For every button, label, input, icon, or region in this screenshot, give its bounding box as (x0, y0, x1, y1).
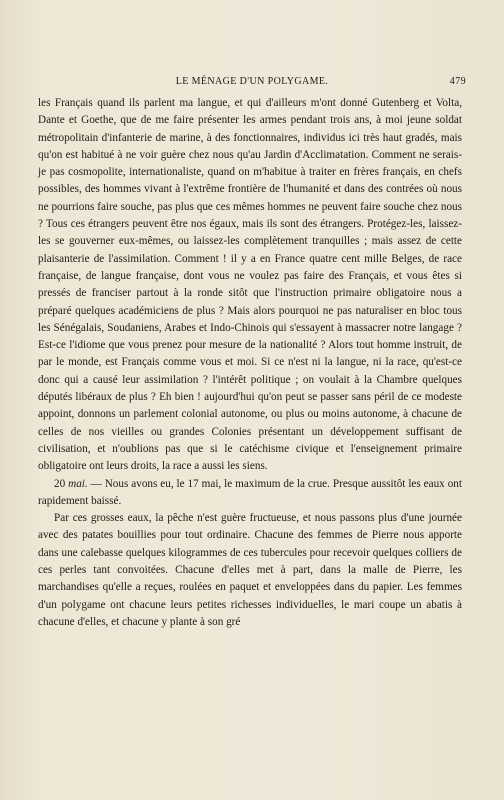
body-text (38, 95, 462, 631)
paragraph-assimilation: les Français quand ils parlent ma langue, et qui d'ailleurs m'ont donné Gutenberg et Volta, Dante et Goethe, que de me faire présenter les armes pendant trois ans, à moi jeune soldat métropolitain d'infanterie de marine, à des fonctionnaires, individus ici très haut gradés, mais qu'on est habitué à ne voir guère chez nous qu'au Jardin d'Acclimatation. Comment ne serais-je pas cosmopolite, internationaliste, quand on m'habitue à traiter en frères français, en chefs possibles, des hommes vivant à l'extrême frontière de l'humanité et dans des contrées où nous ne pourrions faire souche, pas plus que ces mêmes hommes ne peuvent faire souche chez nous ? Tous ces étrangers peuvent être nos égaux, mais ils sont des étrangers. Protégez-les, laissez-les se gouverner eux-mêmes, ou laissez-les complètement tranquilles ; mais assez de cette plaisanterie de l'assimilation. Comment ! il y a en France quatre cent mille Belges, de race française, de langue française, dont vous ne voulez pas faire des Français, et vous êtes si pressés de franciser partout à la ronde sitôt que l'instruction primaire obligatoire nous a préparé quelques académiciens de plus ? Mais alors pourquoi ne pas naturaliser en bloc tous les Sénégalais, Soudaniens, Arabes et Indo-Chinois qui s'essayent à massacrer notre langage ? Est-ce l'idiome que vous prenez pour mesure de la nationalité ? Alors tout homme instruit, de par le monde, est Français comme vous et moi. Si ce n'est ni la langue, ni la race, qu'est-ce donc qui a causé leur assimilation ? l'intérêt politique ; on voulait à la Chambre quelques députés libéraux de plus ? Eh bien ! aujourd'hui qu'on peut se passer sans péril de ce modeste appoint, donnons un parlement colonial autonome, ou plus ou moins autonome, à chacune de celles de nos vieilles ou grandes Colonies présentant un développement suffisant de civilisation, et n'oublions pas que si le catéchisme civique et l'enseignement primaire obligatoire ont leurs droits, la race a aussi les siens. (38, 97, 462, 473)
entry-day: 20 (54, 477, 66, 490)
entry-text: — Nous avons eu, le 17 mai, le maximum de la crue. Presque aussitôt les eaux ont rapidement baissé. (38, 477, 462, 507)
running-title: LE MÉNAGE D'UN POLYGAME. (175, 76, 329, 87)
page-number: 479 (449, 76, 466, 87)
paragraph-fishing: Par ces grosses eaux, la pêche n'est guère fructueuse, et nous passons plus d'une journée avec des patates bouillies pour tout ordinaire. Chacune des femmes de Pierre nous apporte dans une calebasse quelques kilogrammes de ces tubercules pour recevoir quelques colliers de ces perles tant convoitées. Chacune d'elles met à part, dans la malle de Pierre, les marchandises qu'elle a reçues, roulées en paquet et enveloppées dans du papier. Les femmes d'un polygame ont chacune leurs petites richesses individuelles, le mari coupe un abatis à chacune d'elles, et chacune y plante à son gré (38, 512, 462, 628)
page-header (38, 76, 466, 90)
paragraph-dated-entry (38, 476, 462, 511)
entry-month: mai. (68, 477, 88, 490)
